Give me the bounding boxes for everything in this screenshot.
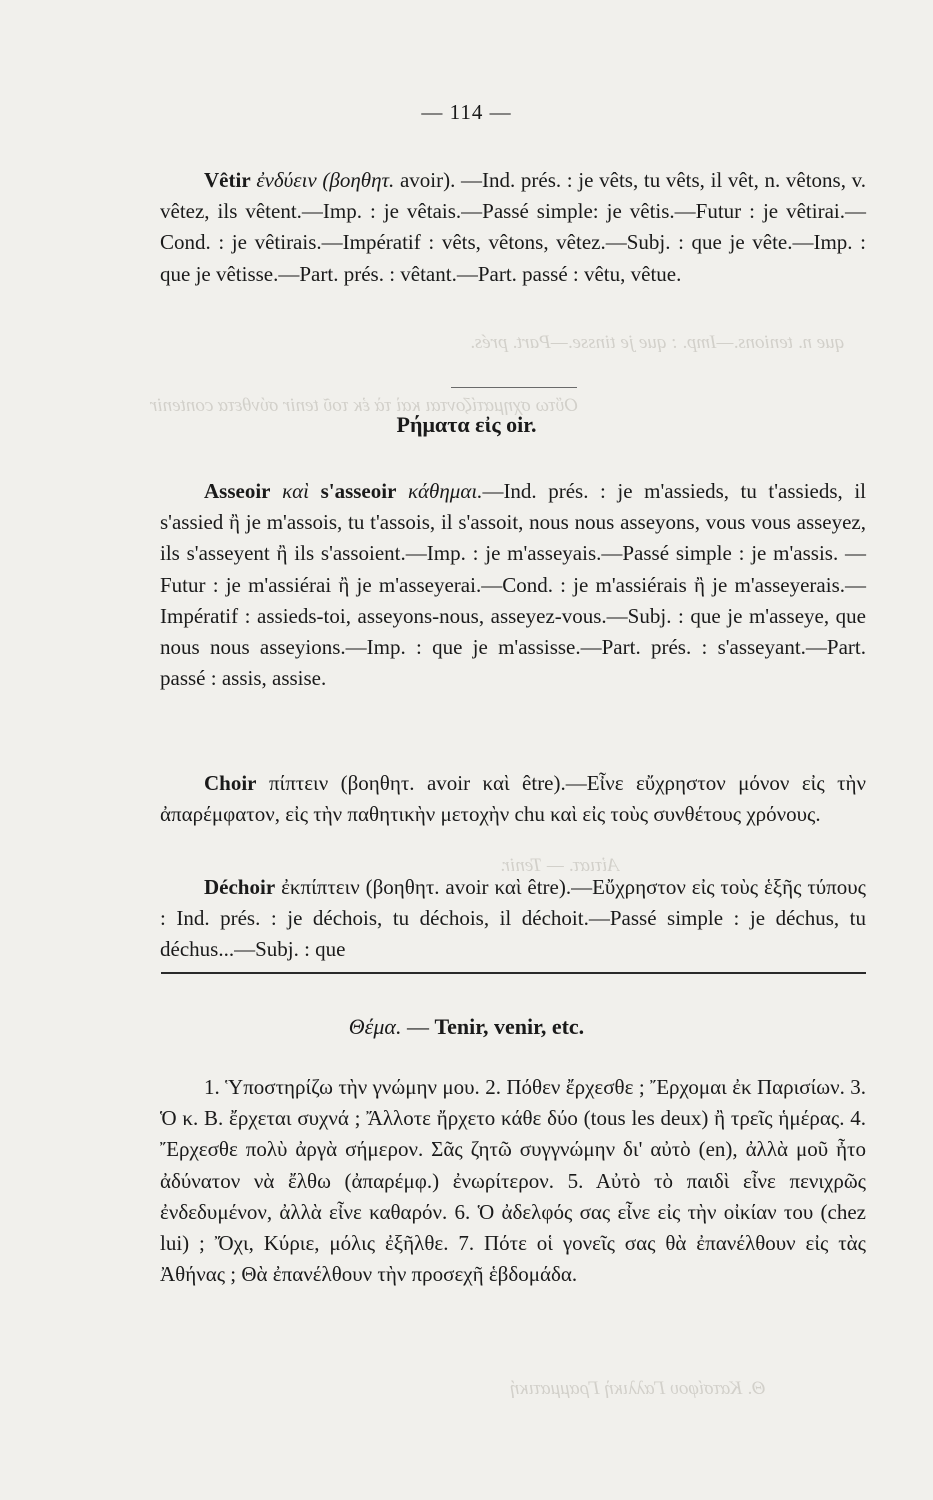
vetir-entry <box>160 165 866 290</box>
section-divider <box>451 387 577 388</box>
verb-headword: Choir <box>204 771 257 795</box>
exercise-text: 1. Ὑποστηρίζω τὴν γνώμην μου. 2. Πόθεν ἔρχεσθε ; Ἔρχομαι ἐκ Παρισίων. 3. Ὁ κ. Β. ἔρχεται συχνά ; Ἄλλοτε ἤρχετο κάθε δύο (tous les deux) ἢ τρεῖς ἡμέρας. 4. Ἔρχεσθε πολὺ ἀργὰ σήμερον. Σᾶς ζητῶ συγγνώμην δι' αὐτὸ (en), ἀλλὰ μοῦ ἦτο ἀδύνατον νὰ ἔλθω (ἀπαρέμφ.) ἐνωρίτερον. 5. Αὐτὸ τὸ παιδὶ εἶνε πενιχρῶς ἐνδεδυμένον, ἀλλὰ εἶνε καθαρόν. 6. Ὁ ἀδελφός σας εἶνε εἰς τὴν οἰκίαν του (chez lui) ; Ὄχι, Κύριε, μόλις ἐξῆλθε. 7. Πότε οἱ γονεῖς σας θὰ ἐπανέλθουν εἰς τὰς Ἀθήνας ; Θὰ ἐπανέλθουν τὴν προσεχῆ ἑβδομάδα. <box>160 1075 866 1287</box>
conjugation-text: πίπτειν (βοηθητ. avoir καὶ être).—Εἶνε εὔχρηστον μόνον εἰς τὴν ἀπαρέμφατον, εἰς τὴν παθητικὴν μετοχὴν chu καὶ εἰς τοὺς συνθέτους χρόνους. <box>160 771 866 827</box>
exercise-title <box>0 1014 933 1040</box>
bleed-through-text: que n. tenions.—Imp. : que je tinsse.—Part. prés. <box>470 332 845 353</box>
choir-paragraph <box>160 768 866 830</box>
asseoir-entry <box>160 476 866 694</box>
dechoir-paragraph <box>160 872 866 966</box>
exercise-title-french: Tenir, venir, etc. <box>434 1014 585 1039</box>
bleed-through-text: Αἰτιατ. — Tenir. <box>500 855 619 876</box>
exercise-paragraph <box>160 1072 866 1290</box>
verb-headword: Déchoir <box>204 875 276 899</box>
bleed-through-text: Θ. Κατσίφου Γαλλικὴ Γραμματική <box>510 1378 766 1399</box>
asseoir-paragraph <box>160 476 866 694</box>
bleed-through-text: Οὕτω σχηματίζονται καὶ τὰ ἐκ τοῦ tenir σύνθετα contenir <box>150 395 579 416</box>
section-title: Ρήματα εἰς oir. <box>396 412 537 437</box>
greek-gloss: κάθημαι. <box>407 479 483 503</box>
exercise-title-dash: — <box>406 1014 429 1039</box>
exercise-block <box>160 1072 866 1290</box>
choir-entry <box>160 768 866 830</box>
exercise-title-greek: Θέμα. <box>348 1014 402 1039</box>
conjugation-text: ἐκπίπτειν (βοηθητ. avoir καὶ être).—Εὔχρηστον εἰς τοὺς ἑξῆς τύπους : Ind. prés. : je déchois, tu déchois, il déchoit.—Passé simple : je déchus, tu déchus...—Subj. : que <box>160 875 867 962</box>
conjugation-text: —Ind. prés. : je m'assieds, tu t'assieds, il s'assied ἢ je m'assois, tu t'assois, il s'assoit, nous nous asseyons, vous vous asseyez, ils s'asseyent ἢ ils s'assoient.—Imp. : je m'asseyais.—Passé simple : je m'assis. —Futur : je m'assiérai ἢ je m'asseyerai.—Cond. : je m'assiérais ἢ je m'asseyerais.—Impératif : assieds-toi, asseyons-nous, asseyez-vous.—Subj. : que je m'asseye, que nous nous asseyions.—Imp. : que je m'assisse.—Part. prés. : s'asseyant.—Part. passé : assis, assise. <box>160 479 867 691</box>
verb-headword: Vêtir <box>204 168 251 192</box>
dechoir-entry <box>160 872 866 966</box>
conjugation-text: avoir). —Ind. prés. : je vêts, tu vêts, il vêt, n. vêtons, v. vêtez, ils vêtent.—Imp. : je vêtais.—Passé simple: je vêtis.—Futur : je vêtirai.—Cond. : je vêtirais.—Impératif : vêts, vêtons, vêtez.—Subj. : que je vête.—Imp. : que je vêtisse.—Part. prés. : vêtant.—Part. passé : vêtu, vêtue. <box>160 168 867 286</box>
page-number: — 114 — <box>421 100 512 124</box>
vetir-paragraph <box>160 165 866 290</box>
verb-headword-reflexive: s'asseoir <box>320 479 397 503</box>
verb-headword: Asseoir <box>204 479 271 503</box>
greek-conjunction: καὶ <box>282 479 309 503</box>
greek-gloss: ἐνδύειν (βοηθητ. <box>256 168 395 192</box>
page-divider <box>161 972 866 974</box>
